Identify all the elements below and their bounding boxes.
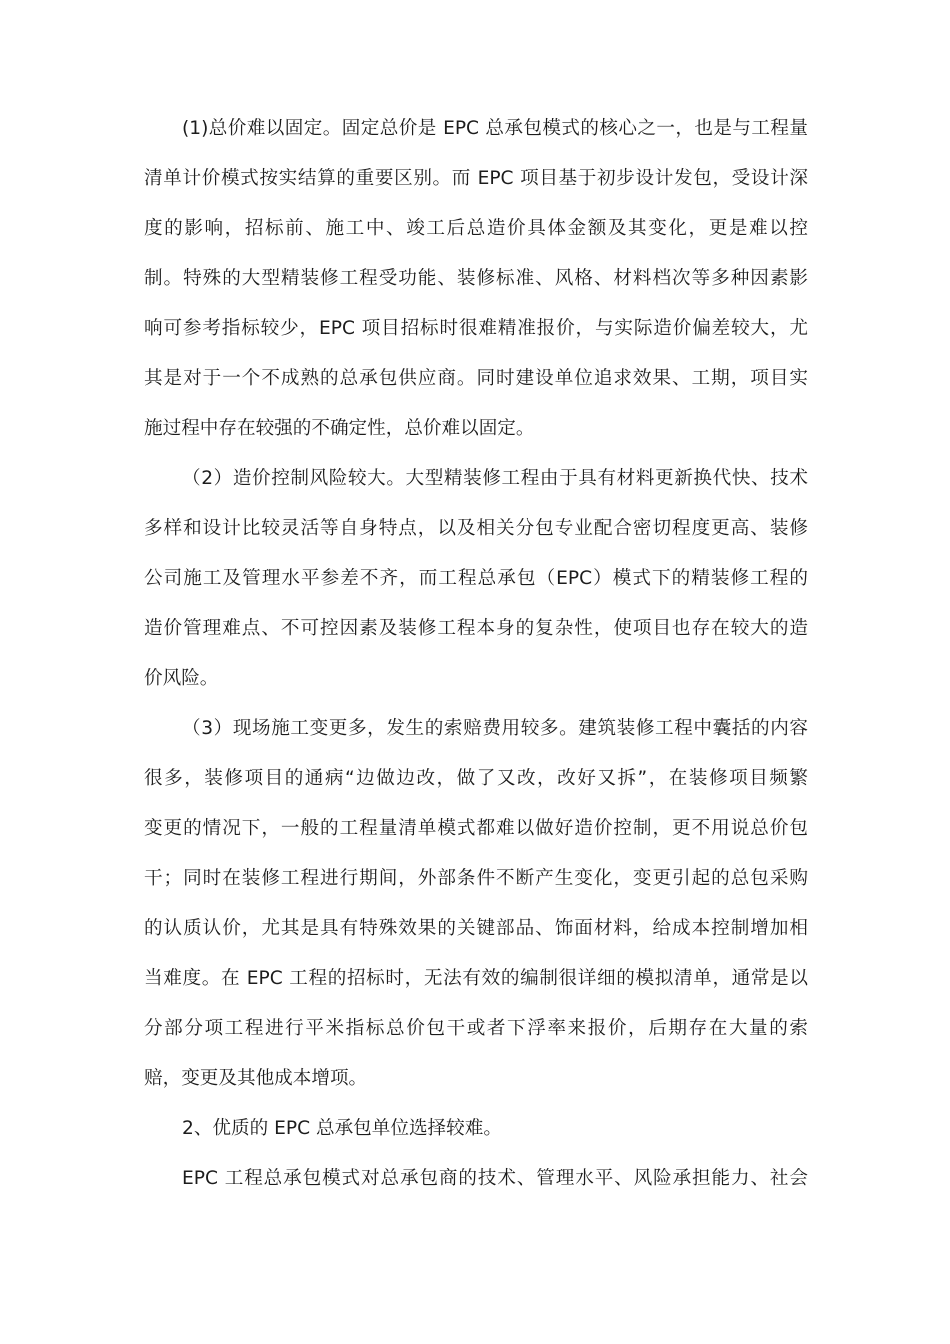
text-line: 当难度。在 EPC 工程的招标时，无法有效的编制很详细的模拟清单，通常是以 <box>144 968 808 989</box>
text-line: （3）现场施工变更多，发生的索赔费用较多。建筑装修工程中囊括的内容 <box>182 718 808 739</box>
text-line: 多样和设计比较灵活等自身特点，以及相关分包专业配合密切程度更高、装修 <box>144 518 808 539</box>
text-line: 分部分项工程进行平米指标总价包干或者下浮率来报价，后期存在大量的索 <box>144 1018 808 1039</box>
text-line: 的认质认价，尤其是具有特殊效果的关键部品、饰面材料，给成本控制增加相 <box>144 918 808 939</box>
text-line: 变更的情况下，一般的工程量清单模式都难以做好造价控制，更不用说总价包 <box>144 818 808 839</box>
text-line: 制。特殊的大型精装修工程受功能、装修标准、风格、材料档次等多种因素影 <box>144 268 808 289</box>
text-line: 清单计价模式按实结算的重要区别。而 EPC 项目基于初步设计发包，受设计深 <box>144 168 808 189</box>
text-line: 很多，装修项目的通病“边做边改，做了又改，改好又拆”，在装修项目频繁 <box>144 768 808 789</box>
section-heading: 2、优质的 EPC 总承包单位选择较难。 <box>182 1118 502 1139</box>
text-line: 干；同时在装修工程进行期间，外部条件不断产生变化，变更引起的总包采购 <box>144 868 808 889</box>
text-line: EPC 工程总承包模式对总承包商的技术、管理水平、风险承担能力、社会 <box>182 1168 808 1189</box>
text-line: 价风险。 <box>144 668 219 689</box>
text-line: 赔，变更及其他成本增项。 <box>144 1068 368 1089</box>
text-line: （2）造价控制风险较大。大型精装修工程由于具有材料更新换代快、技术 <box>182 468 808 489</box>
text-line: 施过程中存在较强的不确定性，总价难以固定。 <box>144 418 535 439</box>
text-line: (1)总价难以固定。固定总价是 EPC 总承包模式的核心之一，也是与工程量 <box>182 118 808 139</box>
text-line: 响可参考指标较少，EPC 项目招标时很难精准报价，与实际造价偏差较大，尤 <box>144 318 808 339</box>
text-line: 度的影响，招标前、施工中、竣工后总造价具体金额及其变化，更是难以控 <box>144 218 808 239</box>
document-body <box>144 104 808 1204</box>
text-line: 公司施工及管理水平参差不齐，而工程总承包（EPC）模式下的精装修工程的 <box>144 568 808 589</box>
text-line: 其是对于一个不成熟的总承包供应商。同时建设单位追求效果、工期，项目实 <box>144 368 808 389</box>
text-line: 造价管理难点、不可控因素及装修工程本身的复杂性，使项目也存在较大的造 <box>144 618 808 639</box>
